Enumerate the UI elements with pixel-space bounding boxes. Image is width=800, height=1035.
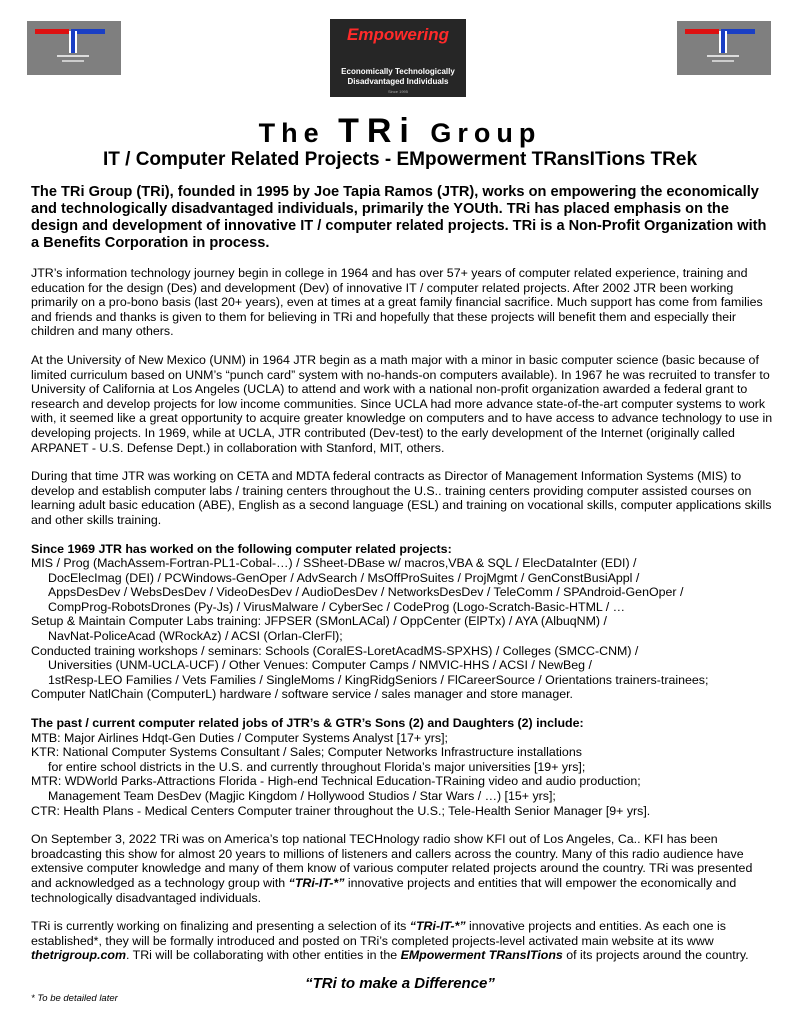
kfi-text: On September 3, 2022 TRi was on America’s top national TECHnology radio show KFI out of Los Angeles, Ca.. KFI has been broadcasting this show for almost 20 years to millions of listeners and callers across the country. Many of this radio audience have extensive computer knowledge and many of them know of various computer related projects around the country. TRi was presented and acknowledged as a technology group with xyxy=(31,832,753,890)
job-line: MTR: WDWorld Parks-Attractions Florida - High-end Technical Education-TRaining video and audio production; xyxy=(31,774,641,789)
document-body xyxy=(31,184,776,977)
logo-base-lower xyxy=(712,60,734,62)
paragraph-kfi xyxy=(31,832,776,905)
closing-emphasis: “TRi-IT-*” xyxy=(409,919,466,934)
footnote: * To be detailed later xyxy=(31,993,118,1004)
jobs-list xyxy=(31,731,776,819)
paragraph-ceta-mdta: During that time JTR was working on CETA and MDTA federal contracts as Director of Management Information Systems (MIS) to develop and establish computer labs / training centers throughout the U.S.. training centers providing computer assisted courses on learning adult basic education (ABE), English as a second language (ESL) and training on vocational skills, computer applications skills and other skills training. xyxy=(31,469,772,527)
logo-red-bar xyxy=(685,29,719,34)
logo-tagline-2: Disadvantaged Individuals xyxy=(347,77,449,86)
project-line: Setup & Maintain Computer Labs training: JFPSER (SMonLACal) / OppCenter (ElPTx) / AYA (AlbuqNM) / xyxy=(31,614,607,629)
job-line: for entire school districts in the U.S. and currently throughout Florida’s major universities [19+ yrs]; xyxy=(48,759,586,774)
quote-brand: TRi xyxy=(312,975,337,992)
title-prefix: The xyxy=(258,118,325,148)
paragraph-closing xyxy=(31,919,776,963)
paragraph-unm-ucla: At the University of New Mexico (UNM) in 1964 JTR begin as a math major with a minor in basic computer science (basic because of limited curriculum based on UNM’s “punch card” system with no-hands-on computers available). In 1967 he was recruited to transfer to University of California at Los Angeles (UCLA) to attend and work with a national non-profit organization awarded a federal grant to research and develop projects for low income communities. Since UCLA had more advance state-of-the-art computer systems to work with, it seemed like a great opportunity to acquire greater knowledge on computers and to have access to advance technology to use in developing projects. In 1969, while at UCLA, JTR contributed (Dev-test) to the early development of the Internet (originally called ARPANET - U.S. Defense Dept.) in collaboration with Stanford, MIT, others. xyxy=(31,352,773,455)
quote-open: “ xyxy=(305,975,313,992)
right-logo xyxy=(677,21,771,75)
jobs-section xyxy=(31,716,776,818)
projects-list xyxy=(31,556,776,702)
intro-paragraph: The TRi Group (TRi), founded in 1995 by Joe Tapia Ramos (JTR), works on empowering the economically and technologically disadvantaged individuals, primarily the YOUth. TRi has placed emphasis on the design and development of innovative IT / computer related projects. TRi is a Non-Profit Organization with a Benefits Corporation in process. xyxy=(31,184,767,251)
closing-text-3: . TRi will be collaborating with other entities in the xyxy=(126,948,401,963)
project-line: 1stResp-LEO Families / Vets Families / SingleMoms / KingRidgSeniors / FlCareerSource / Orientations trainers-trainees; xyxy=(48,672,709,687)
closing-text-1: TRi is currently working on finalizing and presenting a selection of its xyxy=(31,919,410,934)
project-line: Universities (UNM-UCLA-UCF) / Other Venues: Computer Camps / NMVIC-HHS / ACSI / NewBeg / xyxy=(48,658,592,673)
logo-base xyxy=(707,55,739,57)
left-logo xyxy=(27,21,121,75)
job-line: Management Team DesDev (Magjic Kingdom / Hollywood Studios / Star Wars / …) [15+ yrs]; xyxy=(48,789,556,803)
jobs-heading: The past / current computer related jobs of JTR’s & GTR’s Sons (2) and Daughters (2) include: xyxy=(31,716,584,731)
page-subtitle: IT / Computer Related Projects - EMpowerment TRansITions TRek xyxy=(102,149,698,170)
kfi-text-end: innovative projects and entities that will empower the economically and technologically disadvantaged individuals. xyxy=(31,875,737,905)
quote-rest: to make a Difference” xyxy=(336,975,495,992)
website-link[interactable]: thetrigroup.com xyxy=(31,948,126,963)
logo-base xyxy=(57,55,89,57)
center-logo xyxy=(330,19,466,97)
projects-section xyxy=(31,542,776,703)
projects-heading: Since 1969 JTR has worked on the following computer related projects: xyxy=(31,541,452,556)
project-line: NavNat-PoliceAcad (WRockAz) / ACSI (Orlan-ClerFl); xyxy=(48,629,343,644)
title-suffix: Group xyxy=(430,118,542,148)
kfi-emphasis: “TRi-IT-*” xyxy=(288,875,345,890)
empowering-logo-text: Empowering xyxy=(346,25,449,44)
logo-stem-inner xyxy=(721,31,725,53)
job-line: CTR: Health Plans - Medical Centers Computer trainer throughout the U.S.; Tele-Health Senior Manager [9+ yrs]. xyxy=(31,803,651,818)
closing-text-4: of its projects around the country. xyxy=(562,948,749,963)
project-line: Computer NatlChain (ComputerL) hardware / software service / sales manager and store manager. xyxy=(31,687,573,702)
logo-red-bar xyxy=(35,29,69,34)
logo-tagline-1: Economically Technologically xyxy=(341,67,455,76)
logo-base-lower xyxy=(62,60,84,62)
project-line: DocElecImag (DEI) / PCWindows-GenOper / AdvSearch / MsOffProSuites / ProjMgmt / GenConstBusiAppl / xyxy=(48,570,640,585)
closing-text-2: innovative projects and entities. As each one is established*, they will be formally introduced and posted on TRi’s completed projects-level activated main website at its www xyxy=(31,919,726,948)
footer-quote xyxy=(0,975,800,992)
job-line: MTB: Major Airlines Hdqt-Gen Duties / Computer Systems Analyst [17+ yrs]; xyxy=(31,730,448,745)
closing-emphasis-2: EMpowerment TRansITions xyxy=(400,948,563,963)
title-brand: TRi xyxy=(338,112,417,150)
logo-since: Since 1995 xyxy=(387,89,408,94)
project-line: CompProg-RobotsDrones (Py-Js) / VirusMalware / CyberSec / CodeProg (Logo-Scratch-Basic-HTML / … xyxy=(48,599,626,614)
paragraph-journey: JTR’s information technology journey begin in college in 1964 and has over 57+ years of computer related experience, training and education for the design (Des) and development (Dev) of innovative IT / computer related projects. After 2002 JTR been working primarily on a pro-bono basis (last 20+ years), even at times at a great family financial sacrifice. Much support has come from families and friends and thanks is given to them for believing in TRi and hopefully that these projects will benefit them and especially their children and many others. xyxy=(31,266,763,339)
logo-stem-inner xyxy=(71,31,75,53)
page-title xyxy=(0,112,800,151)
project-line: AppsDesDev / WebsDesDev / VideoDesDev / AudioDesDev / NetworksDesDev / TeleComm / SPAndroid-GenOper / xyxy=(48,585,684,600)
job-line: KTR: National Computer Systems Consultant / Sales; Computer Networks Infrastructure installations xyxy=(31,745,582,760)
project-line: Conducted training workshops / seminars: Schools (CoralES-LoretAcadMS-SPXHS) / Colleges (SMCC-CNM) / xyxy=(31,643,639,658)
project-line: MIS / Prog (MachAssem-Fortran-PL1-Cobal-…) / SSheet-DBase w/ macros,VBA & SQL / ElecDataInter (EDI) / xyxy=(31,556,637,571)
